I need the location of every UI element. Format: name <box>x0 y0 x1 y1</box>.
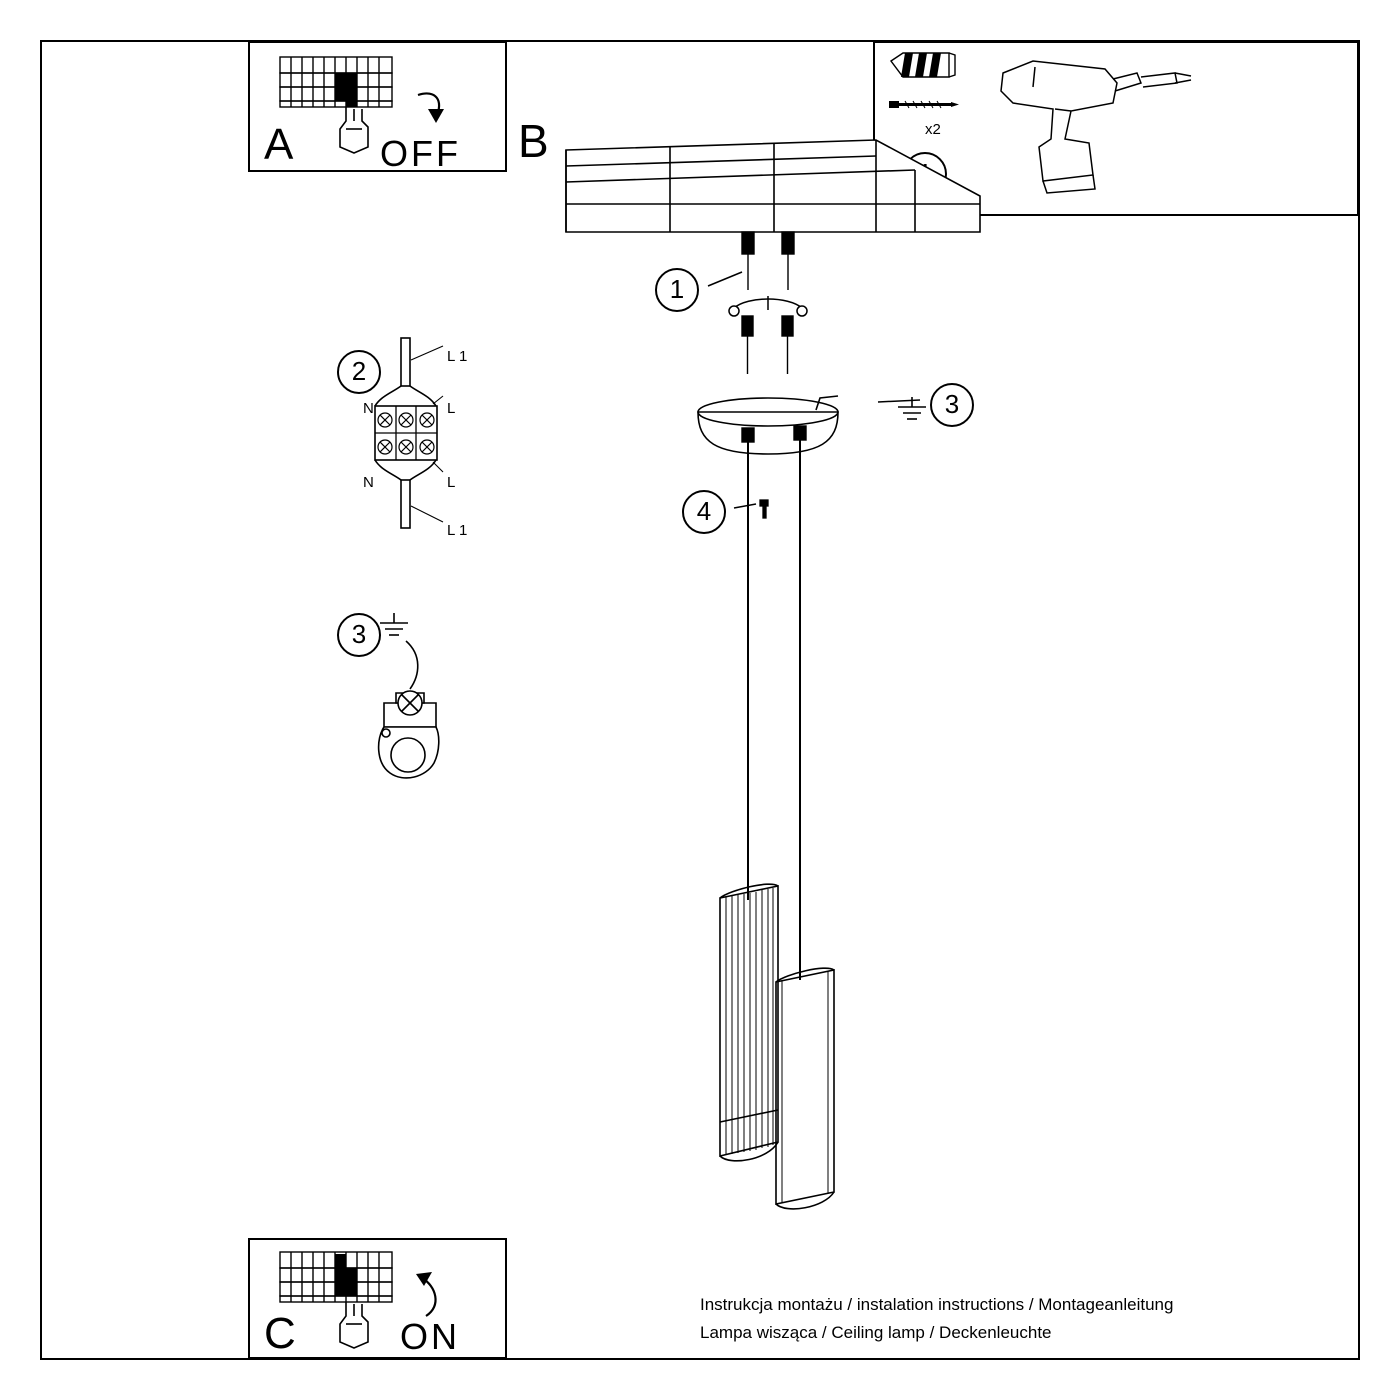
screw-icon <box>889 101 959 108</box>
panel-c <box>248 1238 507 1359</box>
terminal-label-l1-top: L 1 <box>447 348 468 365</box>
callout-step-3-detail-number: 3 <box>351 619 367 649</box>
pendant-tube-right <box>776 968 834 1209</box>
pendant-tube-left <box>720 884 778 1161</box>
callout-step-4 <box>682 490 726 534</box>
callout-step-3-canopy <box>930 383 974 427</box>
footer-line-1: Instrukcja montażu / instalation instructions / Montageanleitung <box>700 1295 1174 1314</box>
panel-a <box>248 41 507 172</box>
grub-screw-icon <box>760 500 768 518</box>
terminal-label-l-upper: L <box>447 400 456 417</box>
terminal-label-l-lower: L <box>447 474 456 491</box>
footer-block <box>700 1295 1173 1343</box>
callout-step-4-number: 4 <box>696 496 712 526</box>
earth-clamp-detail <box>370 605 480 795</box>
mounting-bracket-icon <box>729 296 807 316</box>
terminal-label-n-lower: N <box>363 474 374 491</box>
ceiling-icon <box>566 140 980 232</box>
panel-c-state-label: ON <box>400 1316 460 1357</box>
callout-step-3-canopy-number: 3 <box>944 389 960 419</box>
panel-a-letter: A <box>264 120 294 169</box>
canopy-icon <box>698 396 838 454</box>
panel-b-letter: B <box>518 115 549 167</box>
callout-step-1-number: 1 <box>669 274 685 304</box>
terminal-label-l1-bottom: L 1 <box>447 522 468 539</box>
panel-a-state-label: OFF <box>380 133 461 174</box>
panel-c-letter: C <box>264 1309 296 1358</box>
main-assembly-drawing <box>518 115 1140 1220</box>
callout-step-1 <box>655 268 699 312</box>
terminal-block-diagram <box>355 330 495 560</box>
earth-ground-icon <box>380 613 408 635</box>
terminal-label-n-upper: N <box>363 400 374 417</box>
footer-line-2: Lampa wisząca / Ceiling lamp / Deckenleuchte <box>700 1323 1052 1342</box>
ceiling-screws <box>742 232 794 290</box>
tools-quantity-label: x2 <box>925 121 941 138</box>
callout-step-2-number: 2 <box>351 356 367 386</box>
wall-plug-icon <box>891 53 955 77</box>
earth-ground-icon <box>892 393 932 427</box>
